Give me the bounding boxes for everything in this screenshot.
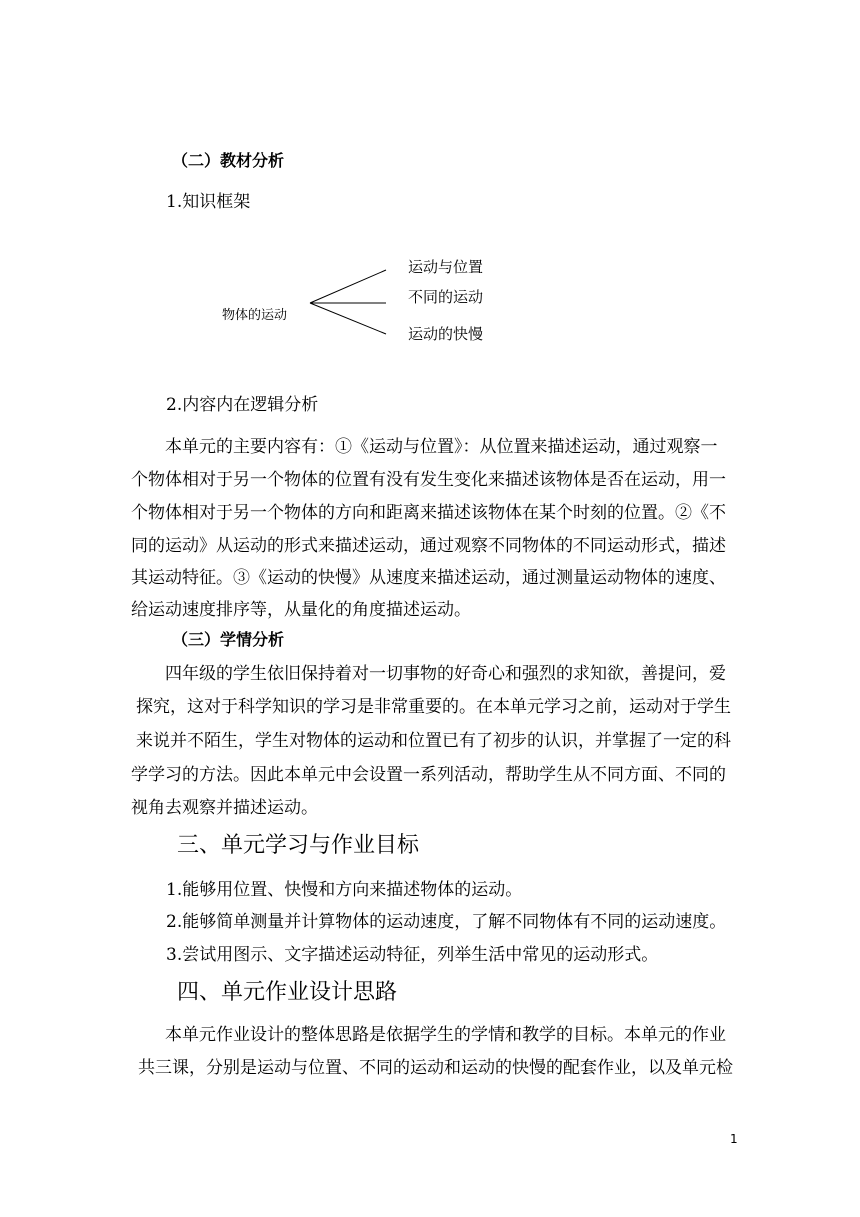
paragraph-line: 个物体相对于另一个物体的方向和距离来描述该物体在某个时刻的位置。②《不 (131, 503, 726, 523)
section-heading-textbook-analysis: （二）教材分析 (172, 151, 285, 170)
section-heading-student-analysis: （三）学情分析 (172, 630, 285, 649)
section-heading-goals: 三、单元学习与作业目标 (177, 833, 420, 858)
paragraph-line: 共三课，分别是运动与位置、不同的运动和运动的快慢的配套作业，以及单元检 (138, 1058, 733, 1078)
paragraph-line: 探究，这对于科学知识的学习是非常重要的。在本单元学习之前，运动对于学生 (136, 697, 731, 717)
diagram-branch-motion-position: 运动与位置 (408, 258, 484, 276)
goal-item: 3.尝试用图示、文字描述运动特征，列举生活中常见的运动形式。 (166, 945, 659, 965)
paragraph-line: 来说并不陌生，学生对物体的运动和位置已有了初步的认识，并掌握了一定的科 (136, 731, 731, 751)
paragraph-line: 视角去观察并描述运动。 (131, 798, 318, 818)
paragraph-line: 本单元作业设计的整体思路是依据学生的学情和教学的目标。本单元的作业 (165, 1025, 726, 1045)
logic-analysis-label: 2.内容内在逻辑分析 (166, 395, 319, 415)
section-heading-design: 四、单元作业设计思路 (177, 980, 398, 1005)
paragraph-line: 本单元的主要内容有：①《运动与位置》：从位置来描述运动，通过观察一 (165, 437, 718, 457)
paragraph-line: 其运动特征。③《运动的快慢》从速度来描述运动，通过测量运动物体的速度、 (131, 568, 726, 588)
diagram-connector-lines (300, 260, 400, 340)
goal-item: 2.能够简单测量并计算物体的运动速度，了解不同物体有不同的运动速度。 (166, 912, 727, 932)
page-number: 1 (730, 1132, 738, 1146)
goal-item: 1.能够用位置、快慢和方向来描述物体的运动。 (166, 880, 523, 900)
paragraph-line: 四年级的学生依旧保持着对一切事物的好奇心和强烈的求知欲，善提问，爱 (165, 664, 726, 684)
diagram-branch-motion-speed: 运动的快慢 (408, 325, 484, 343)
diagram-root-node: 物体的运动 (222, 308, 288, 323)
paragraph-line: 个物体相对于另一个物体的位置有没有发生变化来描述该物体是否在运动，用一 (131, 470, 726, 490)
paragraph-line: 同的运动》从运动的形式来描述运动，通过观察不同物体的不同运动形式，描述 (131, 536, 726, 556)
paragraph-line: 给运动速度排序等，从量化的角度描述运动。 (131, 600, 471, 620)
diagram-branch-different-motion: 不同的运动 (408, 288, 484, 306)
paragraph-line: 学学习的方法。因此本单元中会设置一系列活动，帮助学生从不同方面、不同的 (131, 765, 726, 785)
knowledge-framework-label: 1.知识框架 (166, 192, 251, 212)
